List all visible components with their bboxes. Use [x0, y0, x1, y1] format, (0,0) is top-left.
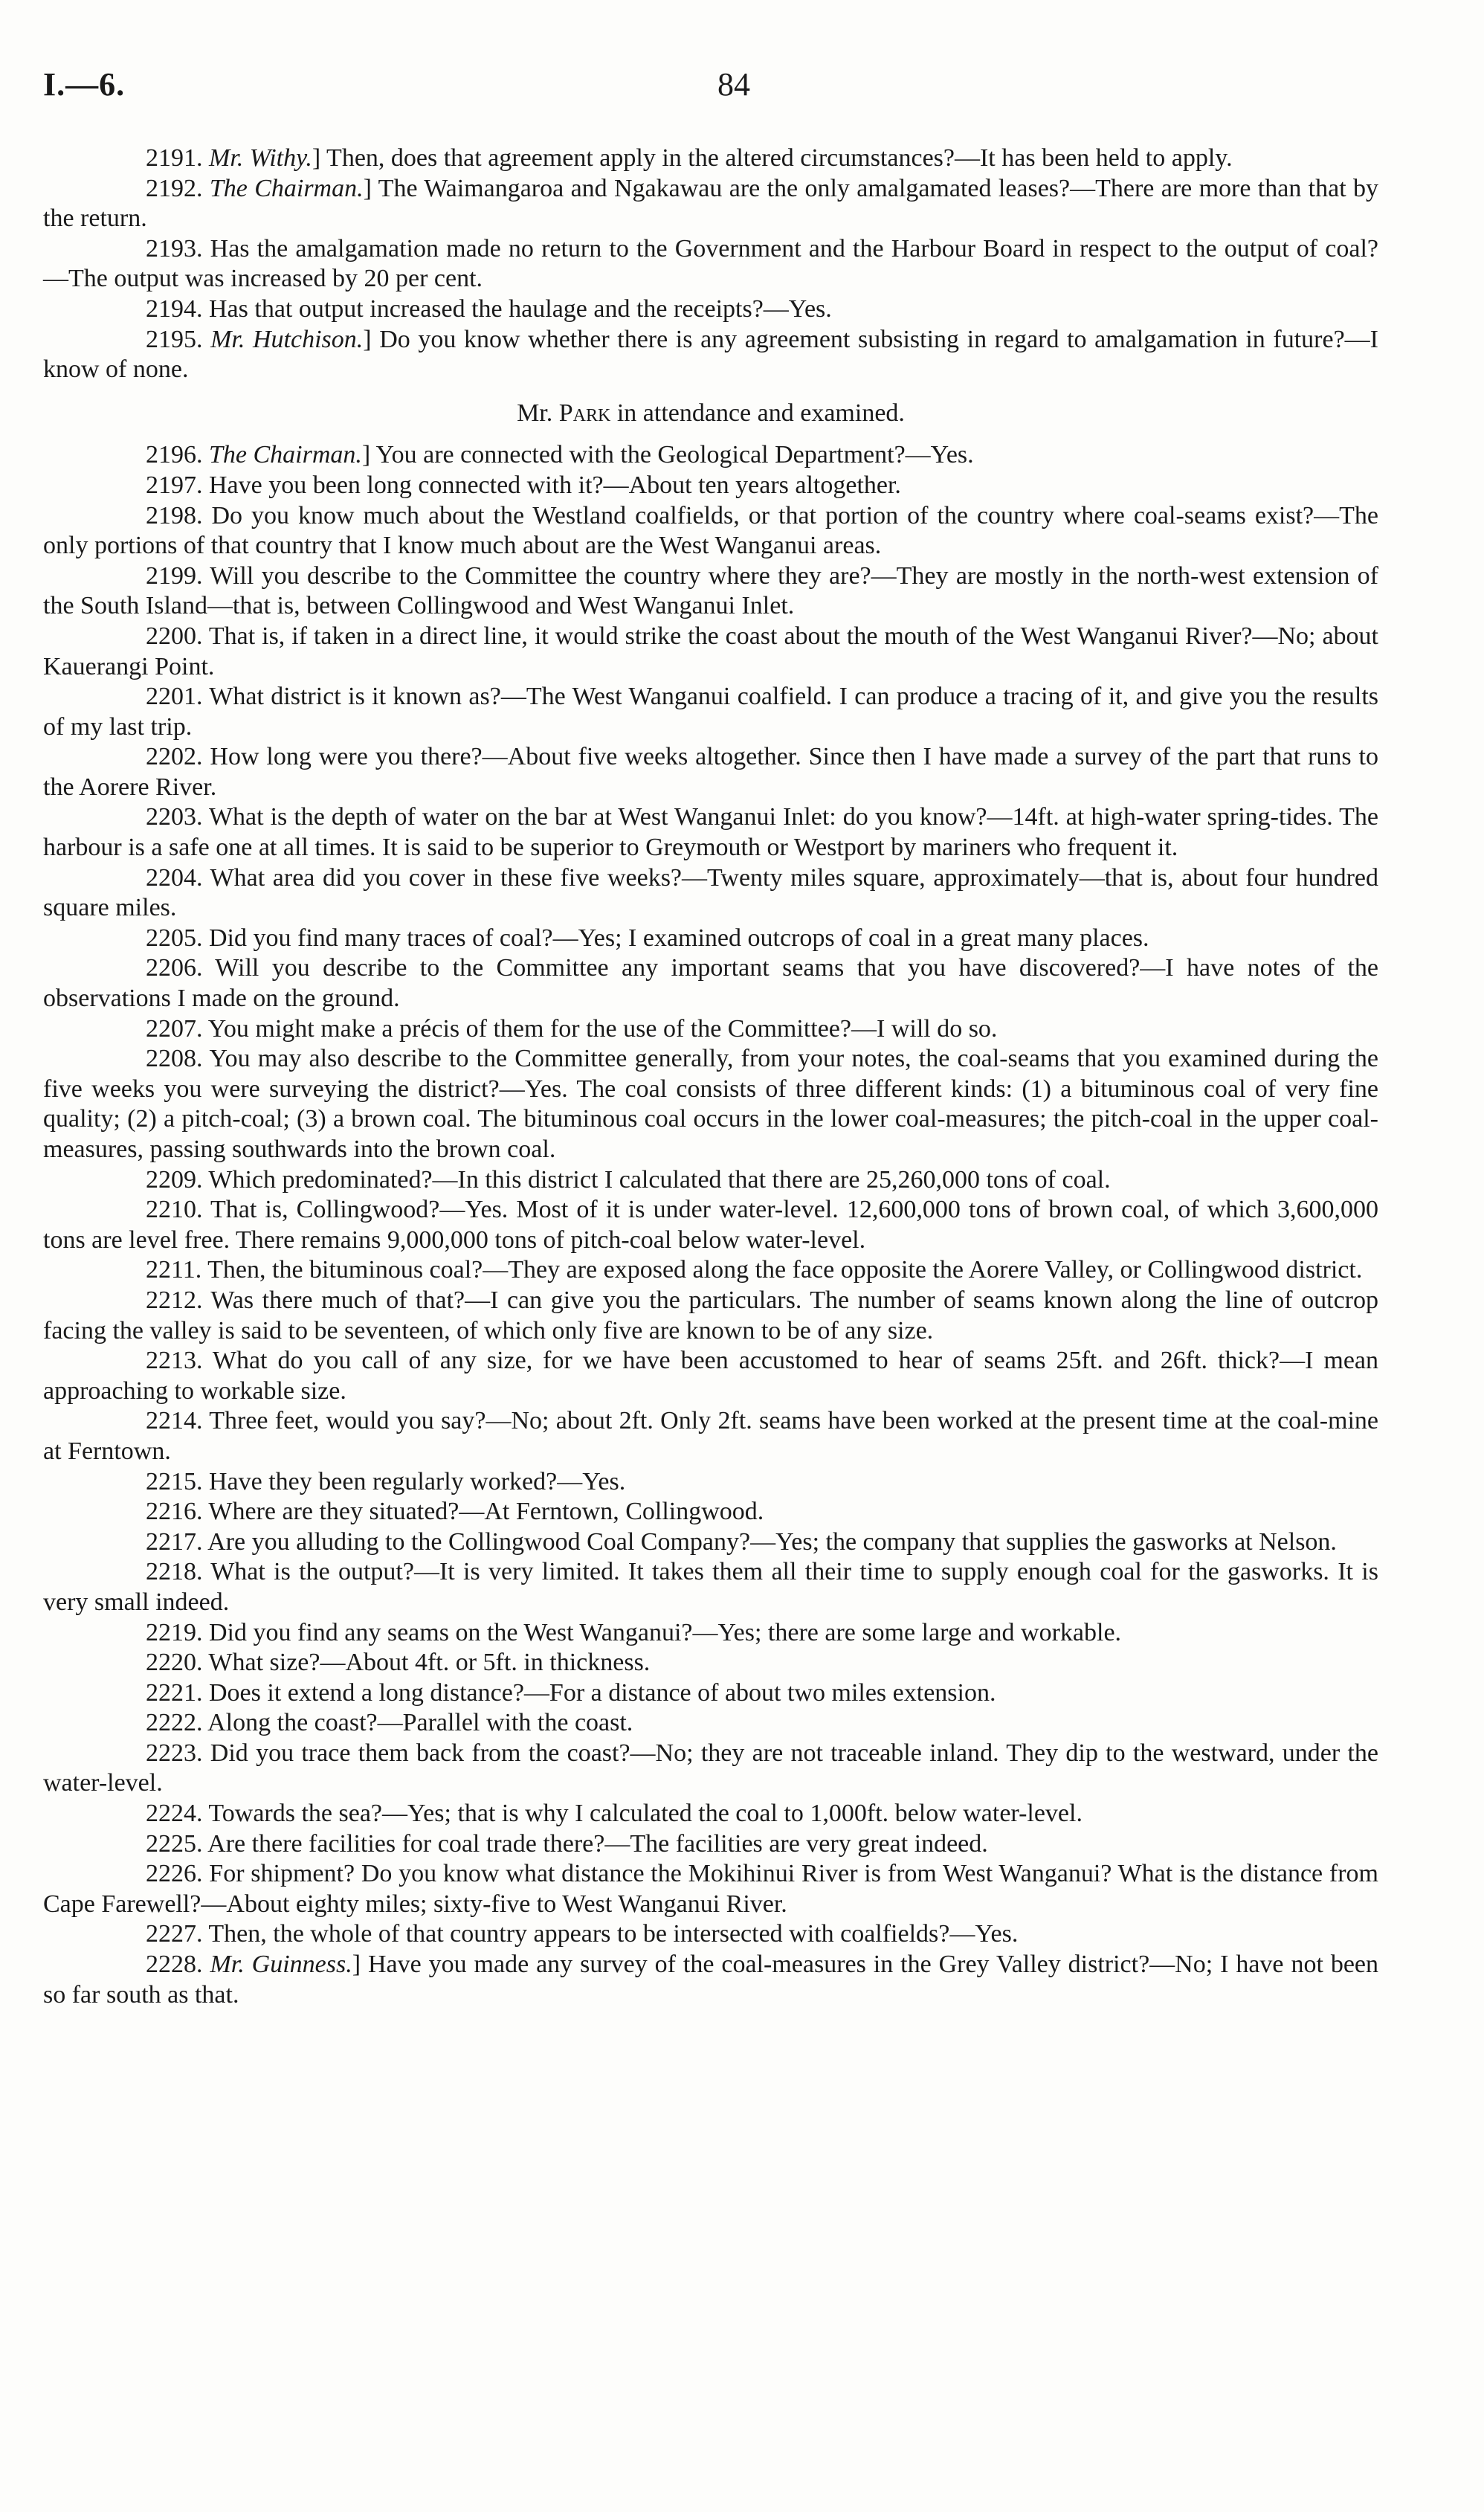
- document-body: [43, 144, 1378, 2010]
- section-reference: I.—6.: [43, 66, 126, 103]
- question-number: 2206.: [146, 954, 203, 982]
- heading-suffix: in attendance and examined.: [610, 399, 905, 427]
- question-paragraph: [43, 1557, 1378, 1617]
- question-text: Do you know much about the Westland coalfields, or that portion of the country where coal-seams exist?—The only portions of that country that I know much about are the West Wanganui areas.: [43, 501, 1379, 560]
- question-paragraph: [43, 1406, 1378, 1466]
- question-paragraph: [43, 1195, 1378, 1255]
- question-number: 2198.: [146, 501, 203, 529]
- question-paragraph: [43, 501, 1378, 561]
- question-text: How long were you there?—About five weeks altogether. Since then I have made a survey of the part that runs to the Aorere River.: [43, 743, 1379, 801]
- question-number: 2205.: [146, 924, 203, 952]
- question-text: What is the output?—It is very limited. It takes them all their time to supply enough coal for the gasworks. It is very small indeed.: [43, 1558, 1378, 1616]
- question-text: You might make a précis of them for the use of the Committee?—I will do so.: [207, 1014, 998, 1043]
- question-number: 2224.: [146, 1800, 203, 1828]
- question-text: Have you made any survey of the coal-measures in the Grey Valley district?—No; I have not been so far south as that.: [43, 1951, 1379, 2009]
- question-number: 2211.: [146, 1256, 202, 1284]
- question-number: 2225.: [146, 1829, 203, 1858]
- question-paragraph: [43, 1648, 1378, 1678]
- question-group-1: [43, 144, 1378, 385]
- question-paragraph: 2228. Mr. Guinness.] Have you made any survey of the coal-measures in the Grey Valley district?—No; I have not been so far south as that.: [43, 1951, 1379, 2009]
- speaker-name: Mr. Guinness.: [210, 1951, 352, 1979]
- question-group-2: [43, 440, 1378, 2010]
- question-paragraph: [43, 1618, 1378, 1649]
- question-paragraph: [43, 953, 1378, 1014]
- question-number: 2226.: [146, 1860, 203, 1888]
- question-number: 2213.: [146, 1347, 203, 1375]
- question-text: What do you call of any size, for we have been accustomed to hear of seams 25ft. and 26ft. thick?—I mean approaching to workable size.: [43, 1347, 1378, 1405]
- question-number: 2218.: [146, 1558, 203, 1586]
- speaker-name: The Chairman.: [209, 174, 364, 202]
- speaker-name: The Chairman.: [209, 441, 362, 469]
- question-text: Which predominated?—In this district I calculated that there are 25,260,000 tons of coal.: [208, 1165, 1111, 1194]
- question-number: 2216.: [146, 1498, 203, 1526]
- heading-prefix: Mr.: [517, 399, 559, 427]
- question-number: 2215.: [146, 1467, 203, 1495]
- question-paragraph: [43, 561, 1378, 622]
- question-text: Have you been long connected with it?—About ten years altogether.: [209, 471, 901, 499]
- question-text: Do you know whether there is any agreement subsisting in regard to amalgamation in future?—I know of none.: [43, 325, 1379, 384]
- question-text: Did you find any seams on the West Wanganui?—Yes; there are some large and workable.: [209, 1618, 1122, 1646]
- question-text: Then, the bituminous coal?—They are exposed along the face opposite the Aorere Valley, or Collingwood district.: [207, 1256, 1363, 1284]
- question-paragraph: [43, 1014, 1378, 1045]
- question-number: 2222.: [146, 1709, 203, 1737]
- question-paragraph: [43, 1497, 1378, 1527]
- question-text: Did you trace them back from the coast?—No; they are not traceable inland. They dip to the westward, under the water-level.: [43, 1739, 1379, 1797]
- question-text: Where are they situated?—At Ferntown, Collingwood.: [208, 1498, 764, 1526]
- question-text: Does it extend a long distance?—For a distance of about two miles extension.: [209, 1678, 996, 1707]
- question-number: 2193.: [146, 234, 203, 263]
- question-text: Has the amalgamation made no return to the Government and the Harbour Board in respect to the output of coal?—The output was increased by 20 per cent.: [43, 234, 1378, 293]
- question-text: Have they been regularly worked?—Yes.: [209, 1467, 626, 1495]
- question-number: 2195.: [146, 325, 203, 353]
- question-number: 2223.: [146, 1739, 203, 1767]
- question-text: Will you describe to the Committee the country where they are?—They are mostly in the north-west extension of the South Island—that is, between Collingwood and West Wanganui Inlet.: [43, 561, 1378, 620]
- question-text: Towards the sea?—Yes; that is why I calculated the coal to 1,000ft. below water-level.: [208, 1800, 1083, 1828]
- witness-name: Park: [558, 399, 611, 427]
- question-number: 2204.: [146, 863, 203, 892]
- question-number: 2191.: [146, 144, 203, 172]
- speaker-name: Mr. Hutchison.: [210, 325, 364, 353]
- question-paragraph: 2196. The Chairman.] You are connected with the Geological Department?—Yes.: [146, 441, 974, 469]
- question-text: That is, Collingwood?—Yes. Most of it is under water-level. 12,600,000 tons of brown coal, of which 3,600,000 tons are level free. There remains 9,000,000 tons of pitch-coal below water-level.: [43, 1196, 1378, 1254]
- question-number: 2201.: [146, 683, 203, 711]
- question-text: Then, the whole of that country appears to be intersected with coalfields?—Yes.: [208, 1920, 1019, 1948]
- question-paragraph: [43, 1739, 1378, 1799]
- question-paragraph: [43, 234, 1378, 294]
- question-paragraph: [43, 294, 1378, 325]
- question-paragraph: 2195. Mr. Hutchison.] Do you know whether there is any agreement subsisting in regard to amalgamation in future?—I know of none.: [43, 325, 1379, 384]
- question-paragraph: [43, 1044, 1378, 1165]
- question-paragraph: [43, 1286, 1378, 1346]
- question-text: Will you describe to the Committee any important seams that you have discovered?—I have notes of the observations I made on the ground.: [43, 954, 1378, 1013]
- question-paragraph: [43, 1346, 1378, 1406]
- question-number: 2210.: [146, 1196, 203, 1224]
- question-number: 2194.: [146, 294, 203, 323]
- question-number: 2227.: [146, 1920, 203, 1948]
- question-number: 2199.: [146, 561, 203, 590]
- question-number: 2209.: [146, 1165, 203, 1194]
- question-text: That is, if taken in a direct line, it would strike the coast about the mouth of the West Wanganui River?—No; about Kauerangi Point.: [43, 622, 1378, 680]
- question-number: 2220.: [146, 1649, 203, 1677]
- question-text: You are connected with the Geological Department?—Yes.: [370, 441, 974, 469]
- question-number: 2228.: [146, 1951, 203, 1979]
- question-number: 2208.: [146, 1045, 203, 1073]
- question-text: The Waimangaroa and Ngakawau are the only amalgamated leases?—There are more than that by the return.: [43, 174, 1379, 233]
- question-number: 2207.: [146, 1014, 203, 1043]
- question-paragraph: [43, 802, 1378, 863]
- question-paragraph: [43, 682, 1378, 742]
- question-text: Three feet, would you say?—No; about 2ft. Only 2ft. seams have been worked at the present time at the coal-mine at Ferntown.: [43, 1407, 1379, 1465]
- question-number: 2219.: [146, 1618, 203, 1646]
- witness-heading: [43, 399, 1378, 429]
- question-paragraph: [43, 1255, 1378, 1286]
- question-text: Along the coast?—Parallel with the coast.: [207, 1709, 633, 1737]
- question-paragraph: [43, 1165, 1378, 1196]
- question-text: What district is it known as?—The West Wanganui coalfield. I can produce a tracing of it, and give you the results of my last trip.: [43, 683, 1378, 741]
- question-number: 2192.: [146, 174, 203, 202]
- speaker-name: Mr. Withy.: [209, 144, 312, 172]
- question-paragraph: [43, 622, 1378, 682]
- question-text: What area did you cover in these five weeks?—Twenty miles square, approximately—that is, about four hundred square miles.: [43, 863, 1378, 922]
- question-paragraph: [43, 1678, 1378, 1709]
- question-text: Was there much of that?—I can give you the particulars. The number of seams known along the line of outcrop facing the valley is said to be seventeen, of which only five are known to be of any size.: [43, 1286, 1378, 1344]
- question-number: 2217.: [146, 1527, 203, 1556]
- question-paragraph: [43, 1527, 1378, 1558]
- question-paragraph: [43, 863, 1378, 924]
- page-number: 84: [717, 66, 750, 103]
- question-paragraph: [43, 1829, 1378, 1860]
- question-number: 2221.: [146, 1678, 203, 1707]
- question-paragraph: [43, 1859, 1378, 1919]
- question-paragraph: [43, 1467, 1378, 1498]
- question-text: You may also describe to the Committee generally, from your notes, the coal-seams that you examined during the five weeks you were surveying the district?—Yes. The coal consists of three different kinds: (1) a bituminous coal of very fine quality; (2) a pitch-coal; (3) a brown coal. The bituminous coal occurs in the lower coal-measures; the pitch-coal in the upper coal-measures, passing southwards into the brown coal.: [43, 1045, 1378, 1163]
- question-number: 2214.: [146, 1407, 203, 1435]
- question-number: 2212.: [146, 1286, 203, 1314]
- question-paragraph: [43, 1919, 1378, 1950]
- question-paragraph: [43, 1708, 1378, 1739]
- question-paragraph: [43, 742, 1378, 802]
- question-text: What size?—About 4ft. or 5ft. in thickness.: [208, 1649, 651, 1677]
- question-paragraph: [43, 471, 1378, 501]
- question-text: What is the depth of water on the bar at West Wanganui Inlet: do you know?—14ft. at high-water spring-tides. The harbour is a safe one at all times. It is said to be superior to Greymouth or Westport by mariners who frequent it.: [43, 803, 1379, 862]
- question-text: Are there facilities for coal trade there?—The facilities are very great indeed.: [207, 1829, 988, 1858]
- question-paragraph: 2192. The Chairman.] The Waimangaroa and Ngakawau are the only amalgamated leases?—There are more than that by the return.: [43, 174, 1379, 233]
- question-text: Are you alluding to the Collingwood Coal Company?—Yes; the company that supplies the gasworks at Nelson.: [207, 1527, 1337, 1556]
- question-paragraph: 2191. Mr. Withy.] Then, does that agreement apply in the altered circumstances?—It has been held to apply.: [146, 144, 1233, 172]
- question-number: 2196.: [146, 441, 203, 469]
- question-text: For shipment? Do you know what distance the Mokihinui River is from West Wanganui? What is the distance from Cape Farewell?—About eighty miles; sixty-five to West Wanganui River.: [43, 1860, 1379, 1918]
- question-paragraph: [43, 924, 1378, 954]
- question-text: Then, does that agreement apply in the altered circumstances?—It has been held to apply.: [320, 144, 1233, 172]
- question-number: 2197.: [146, 471, 203, 499]
- question-text: Did you find many traces of coal?—Yes; I examined outcrops of coal in a great many places.: [209, 924, 1149, 952]
- question-number: 2200.: [146, 622, 203, 650]
- question-paragraph: [43, 1799, 1378, 1829]
- question-number: 2203.: [146, 803, 203, 831]
- question-text: Has that output increased the haulage and the receipts?—Yes.: [209, 294, 832, 323]
- question-number: 2202.: [146, 743, 203, 771]
